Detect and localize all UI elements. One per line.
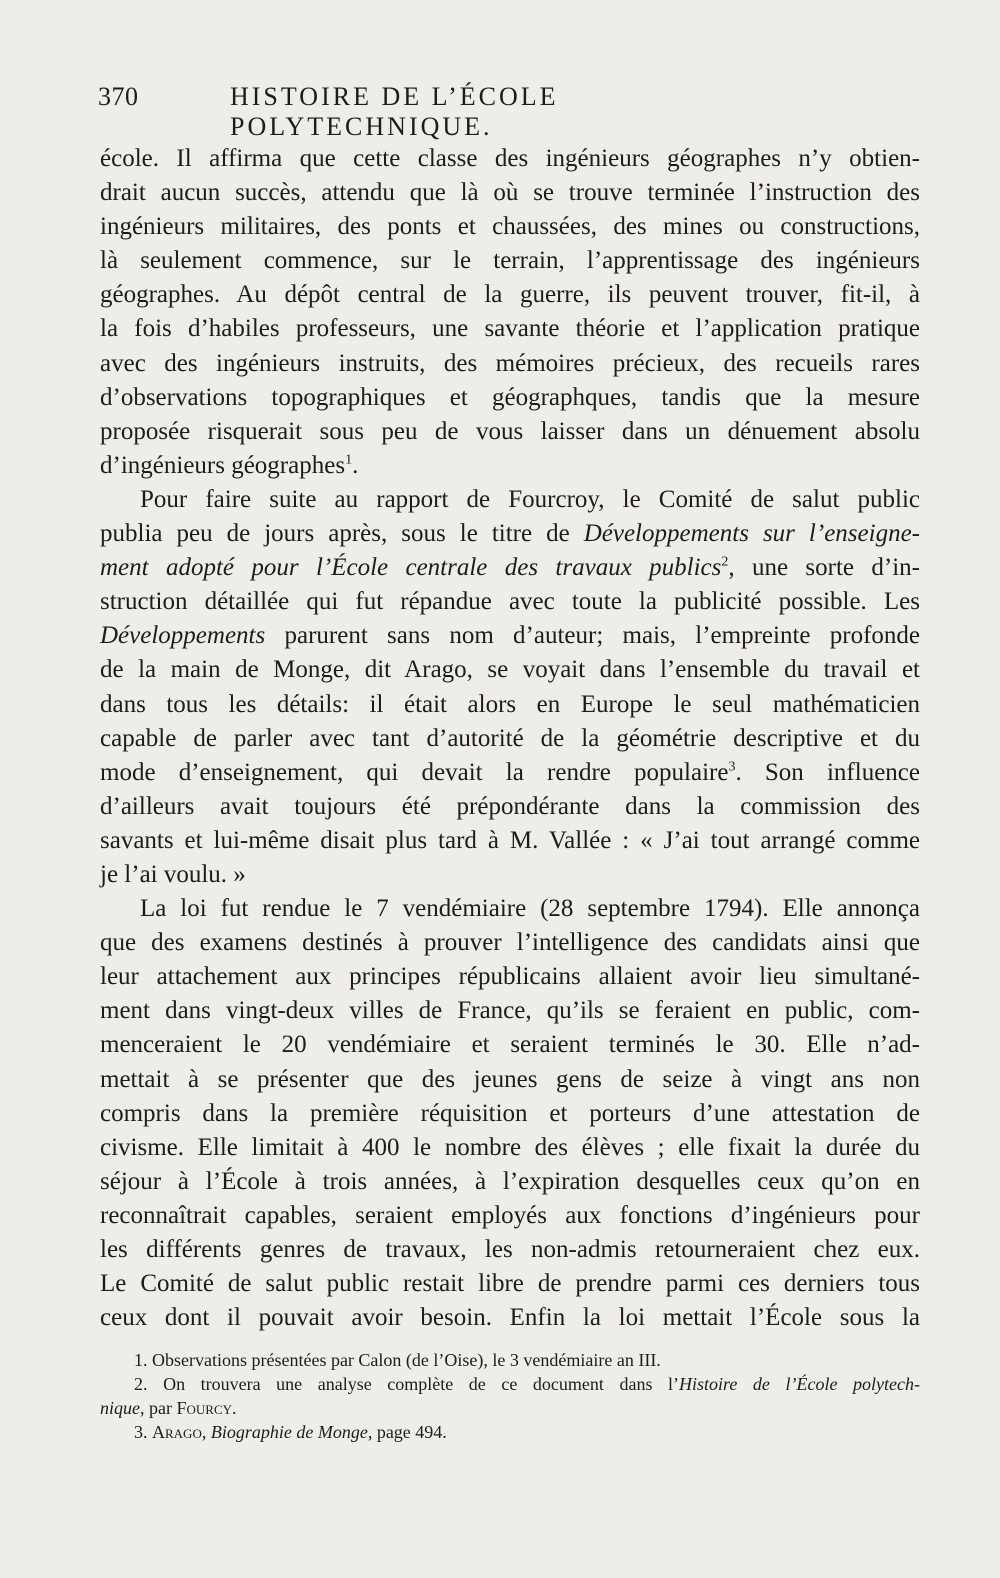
text-run: , page 494. [367, 1422, 447, 1442]
author-name: Fourcy [176, 1398, 233, 1418]
text-line [100, 619, 920, 653]
text-line: que des examens destinés à prouver l’intelligence des candidats ainsi que [100, 929, 920, 957]
text-line: ceux dont il pouvait avoir besoin. Enfin la loi mettait l’École sous la [100, 1304, 920, 1332]
text-line: mettait à se présenter que des jeunes gens de seize à vingt ans non [100, 1065, 920, 1093]
italic-title: ment adopté pour l’École centrale des travaux publics [100, 554, 722, 582]
text-line: d’observations topographiques et géographques, tandis que la mesure [100, 383, 920, 411]
text-line: les différents genres de travaux, les non-admis retourneraient chez eux. [100, 1236, 920, 1263]
text-line [100, 517, 920, 551]
text-line: civisme. Elle limitait à 400 le nombre des élèves ; elle fixait la durée du [100, 1133, 920, 1161]
text-line: menceraient le 20 vendémiaire et seraient terminés le 30. Elle n’ad- [100, 1031, 920, 1059]
text-line: Pour faire suite au rapport de Fourcroy, le Comité de salut public [140, 485, 920, 513]
italic-title: nique [100, 1398, 140, 1418]
footnote-2 [100, 1372, 920, 1396]
author-name: Arago [152, 1422, 202, 1442]
text-line: là seulement commence, sur le terrain, l’apprentissage des ingénieurs [100, 247, 920, 275]
text-line: école. Il affirma que cette classe des ingénieurs géographes n’y obtien- [100, 145, 920, 172]
text-run: , par [140, 1398, 177, 1418]
italic-title: Histoire de l’École polytech- [679, 1374, 920, 1394]
italic-title: Développements sur l’enseigne- [583, 520, 920, 548]
text-line: géographes. Au dépôt central de la guerre, ils peuvent trouver, fit-il, à [100, 281, 920, 309]
text-line: struction détaillée qui fut répandue avec toute la publicité possible. Les [100, 588, 920, 616]
italic-title: Développements [100, 622, 266, 650]
text-line [100, 551, 920, 585]
page-header [98, 82, 798, 141]
text-line: la fois d’habiles professeurs, une savante théorie et l’application pratique [100, 315, 920, 343]
text-run: , [201, 1422, 211, 1442]
text-line: capable de parler avec tant d’autorité de la géométrie descriptive et du [100, 724, 920, 752]
footnotes [100, 1348, 920, 1444]
footnote-ref: 1 [345, 452, 353, 468]
text-line: de la main de Monge, dit Arago, se voyait dans l’ensemble du travail et [100, 656, 920, 684]
text-line: séjour à l’École à trois années, à l’expiration desquelles ceux qu’on en [100, 1167, 920, 1195]
main-text [100, 142, 920, 1335]
text-line: Le Comité de salut public restait libre de prendre parmi ces derniers tous [100, 1270, 920, 1298]
text-line: reconnaîtrait capables, seraient employés aux fonctions d’ingénieurs pour [100, 1201, 920, 1229]
footnote-3 [100, 1420, 920, 1444]
text-line: proposée risquerait sous peu de vous laisser dans un dénuement absolu [100, 417, 920, 445]
running-title: HISTOIRE DE L’ÉCOLE POLYTECHNIQUE. [230, 82, 559, 141]
text-line: savants et lui-même disait plus tard à M. Vallée : « J’ai tout arrangé comme [100, 826, 920, 854]
text-line: compris dans la première réquisition et porteurs d’une attestation de [100, 1099, 920, 1127]
text-line: ment dans vingt-deux villes de France, qu’ils se feraient en public, com- [100, 997, 920, 1025]
page-number: 370 [98, 82, 139, 111]
text-run: . Son influence [735, 758, 920, 786]
footnote-ref: 3 [728, 759, 736, 775]
text-run: parurent sans nom d’auteur; mais, l’empreinte profonde [265, 622, 920, 650]
text-line: d’ailleurs avait toujours été prépondérante dans la commission des [100, 792, 920, 820]
text-run: mode d’enseignement, qui devait la rendre populaire [100, 758, 729, 786]
text-line [100, 756, 920, 790]
text-run: d’ingénieurs géographes [100, 451, 346, 479]
text-line: drait aucun succès, attendu que là où se trouve terminée l’instruction des [100, 179, 920, 207]
text-line: avec des ingénieurs instruits, des mémoires précieux, des recueils rares [100, 349, 920, 377]
text-run: publia peu de jours après, sous le titre de [100, 520, 584, 548]
text-run: 3. [134, 1422, 152, 1442]
footnote-ref: 2 [721, 554, 729, 570]
text-line: je l’ai voulu. » [100, 860, 246, 888]
text-run: , une sorte d’in- [728, 554, 920, 582]
text-line: dans tous les détails: il était alors en Europe le seul mathématicien [100, 690, 920, 718]
text-line: leur attachement aux principes républicains allaient avoir lieu simultané- [100, 963, 920, 991]
italic-title: Biographie de Monge [210, 1422, 368, 1442]
text-line: ingénieurs militaires, des ponts et chaussées, des mines ou constructions, [100, 213, 920, 241]
footnote-1: 1. Observations présentées par Calon (de l’Oise), le 3 vendémiaire an III. [134, 1350, 661, 1370]
text-run: . [352, 451, 359, 479]
text-line [100, 449, 920, 483]
text-line: La loi fut rendue le 7 vendémiaire (28 septembre 1794). Elle annonça [140, 895, 920, 923]
text-run: 2. On trouvera une analyse complète de ce document dans l’ [134, 1374, 680, 1394]
text-run: . [232, 1398, 237, 1418]
footnote-2-cont [100, 1396, 920, 1420]
